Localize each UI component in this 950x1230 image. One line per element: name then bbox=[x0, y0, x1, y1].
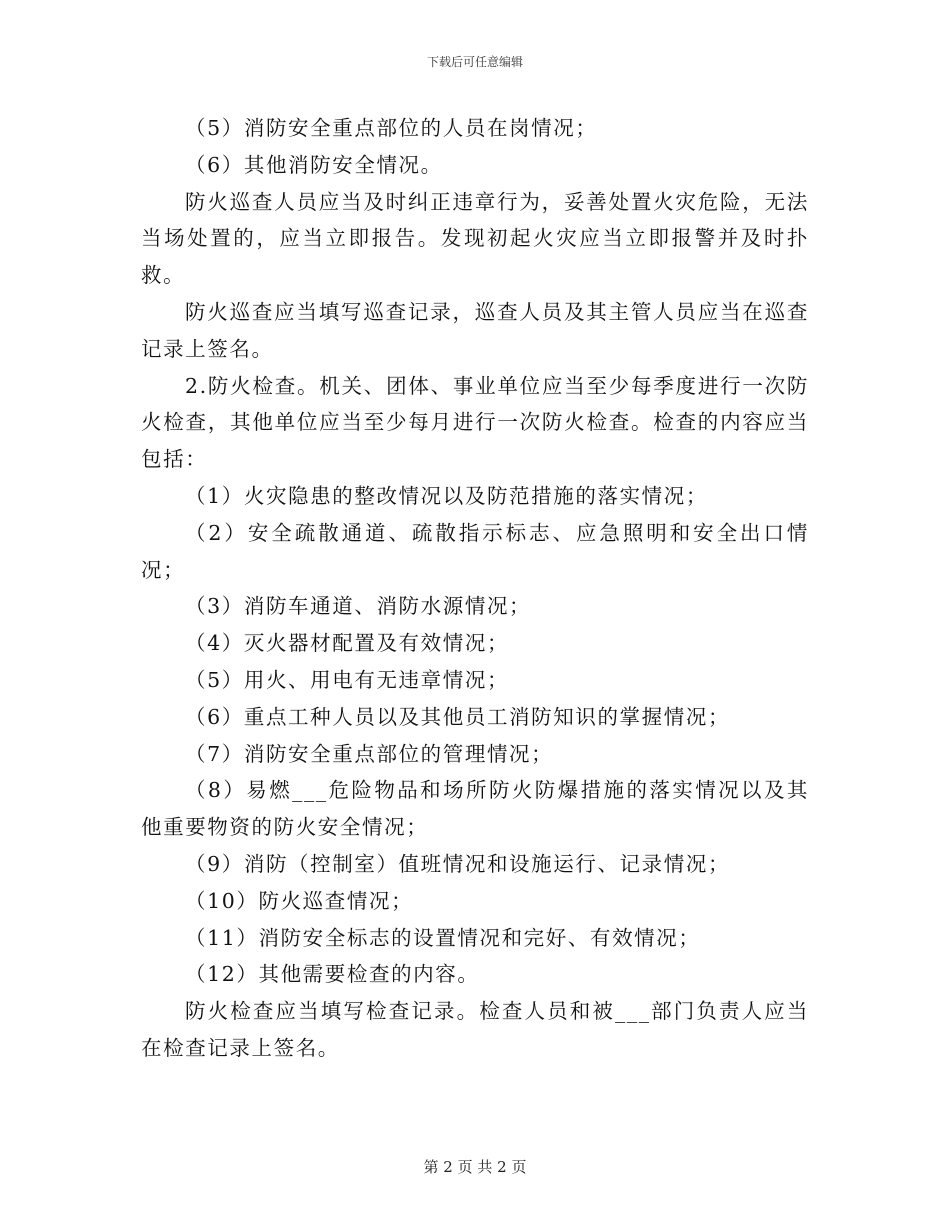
inspection-item-4: （4）灭火器材配置及有效情况； bbox=[185, 631, 510, 656]
page-number: 第 2 页 共 2 页 bbox=[423, 1158, 527, 1176]
inspection-item-6: （6）重点工种人员以及其他员工消防知识的掌握情况； bbox=[185, 704, 731, 729]
inspection-item-12: （12）其他需要检查的内容。 bbox=[185, 962, 480, 987]
inspection-item-9: （9）消防（控制室）值班情况和设施运行、记录情况； bbox=[185, 851, 731, 876]
page-header-note: 下载后可任意编辑 bbox=[426, 55, 523, 69]
inspection-item-2: （2）安全疏散通道、疏散指示标志、应急照明和安全出口情况； bbox=[141, 520, 809, 582]
paragraph-patrol-duties: 防火巡查人员应当及时纠正违章行为，妥善处置火灾危险，无法当场处置的，应当立即报告。发现初起火灾应当立即报警并及时扑救。 bbox=[141, 189, 809, 288]
inspection-item-8: （8）易燃___危险物品和场所防火防爆措施的落实情况以及其他重要物资的防火安全情况； bbox=[141, 778, 809, 840]
paragraph-item-6: （6）其他消防安全情况。 bbox=[185, 152, 443, 177]
paragraph-patrol-records: 防火巡查应当填写巡查记录，巡查人员及其主管人员应当在巡查记录上签名。 bbox=[141, 299, 809, 361]
inspection-item-5: （5）用火、用电有无违章情况； bbox=[185, 667, 510, 692]
inspection-item-3: （3）消防车通道、消防水源情况； bbox=[185, 594, 532, 619]
document-body bbox=[141, 110, 809, 1067]
paragraph-fire-inspection: 2.防火检查。机关、团体、事业单位应当至少每季度进行一次防火检查，其他单位应当至少每月进行一次防火检查。检查的内容应当包括： bbox=[141, 373, 809, 472]
inspection-item-7: （7）消防安全重点部位的管理情况； bbox=[185, 741, 554, 766]
paragraph-item-5: （5）消防安全重点部位的人员在岗情况； bbox=[185, 116, 598, 140]
paragraph-inspection-records: 防火检查应当填写检查记录。检查人员和被___部门负责人应当在检查记录上签名。 bbox=[141, 999, 809, 1060]
inspection-item-10: （10）防火巡查情况； bbox=[185, 888, 414, 913]
inspection-item-1: （1）火灾隐患的整改情况以及防范措施的落实情况； bbox=[185, 483, 708, 508]
inspection-item-11: （11）消防安全标志的设置情况和完好、有效情况； bbox=[185, 925, 701, 950]
